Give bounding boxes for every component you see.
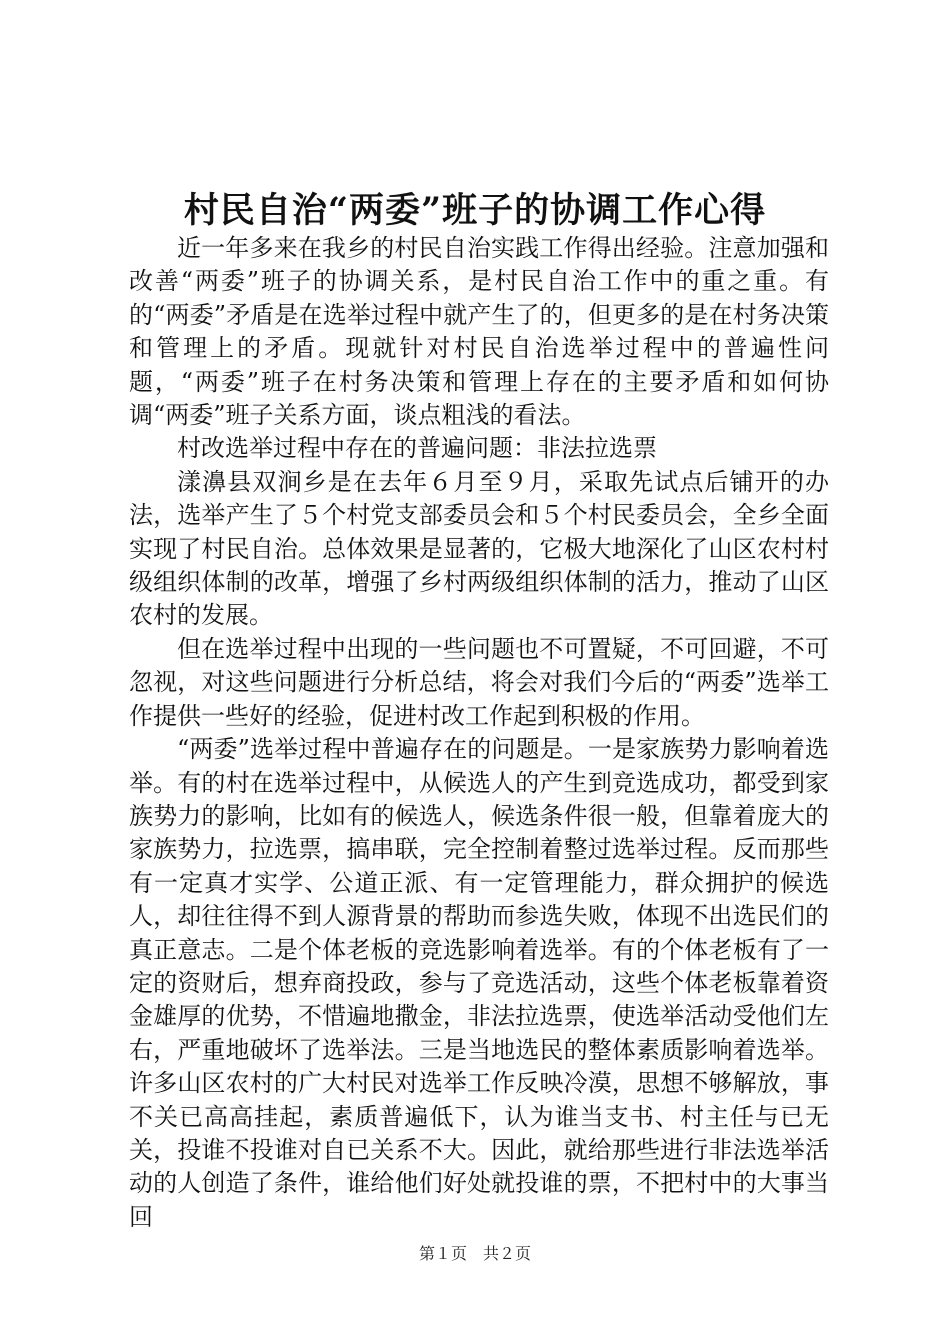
paragraph-problems-detail: “两委”选举过程中普遍存在的问题是。一是家族势力影响着选举。有的村在选举过程中，从候选人的产生到竞选成功，都受到家族势力的影响，比如有的候选人，候选条件很一般，但靠着庞大的家族势力，拉选票，搞串联，完全控制着整过选举过程。反而那些有一定真才实学、公道正派、有一定管理能力，群众拥护的候选人，却往往得不到人源背景的帮助而参选失败，体现不出选民们的真正意志。二是个体老板的竞选影响着选举。有的个体老板有了一定的资财后，想弃商投政，参与了竞选活动，这些个体老板靠着资金雄厚的优势，不惜遍地撒金，非法拉选票，使选举活动受他们左右，严重地破坏了选举法。三是当地选民的整体素质影响着选举。许多山区农村的广大村民对选举工作反映冷漠，思想不够解放，事不关已高高挂起，素质普遍低下，认为谁当支书、村主任与已无关，投谁不投谁对自已关系不大。因此，就给那些进行非法选举活动的人创造了条件，谁给他们好处就投谁的票，不把村中的大事当回 xyxy=(129,735,829,1231)
paragraph-problems-intro: 但在选举过程中出现的一些问题也不可置疑，不可回避，不可忽视，对这些问题进行分析总结，将会对我们今后的“两委”选举工作提供一些好的经验，促进村改工作起到积极的作用。 xyxy=(129,634,829,730)
document-title: 村民自治“两委”班子的协调工作心得 xyxy=(183,190,767,231)
paragraph-heading: 村改选举过程中存在的普遍问题：非法拉选票 xyxy=(177,434,657,463)
paragraph-background: 漾濞县双涧乡是在去年６月至９月，采取先试点后铺开的办法，选举产生了５个村党支部委员会和５个村民委员会，全乡全面实现了村民自治。总体效果是显著的，它极大地深化了山区农村村级组织体制的改革，增强了乡村两级组织体制的活力，推动了山区农村的发展。 xyxy=(129,467,829,630)
document-body xyxy=(129,232,829,1234)
page-number-footer: 第１页 共２页 xyxy=(418,1244,531,1263)
paragraph-intro: 近一年多来在我乡的村民自治实践工作得出经验。注意加强和改善“两委”班子的协调关系，是村民自治工作中的重之重。有的“两委”矛盾是在选举过程中就产生了的，但更多的是在村务决策和管理上的矛盾。现就针对村民自治选举过程中的普遍性问题，“两委”班子在村务决策和管理上存在的主要矛盾和如何协调“两委”班子关系方面，谈点粗浅的看法。 xyxy=(129,234,829,430)
